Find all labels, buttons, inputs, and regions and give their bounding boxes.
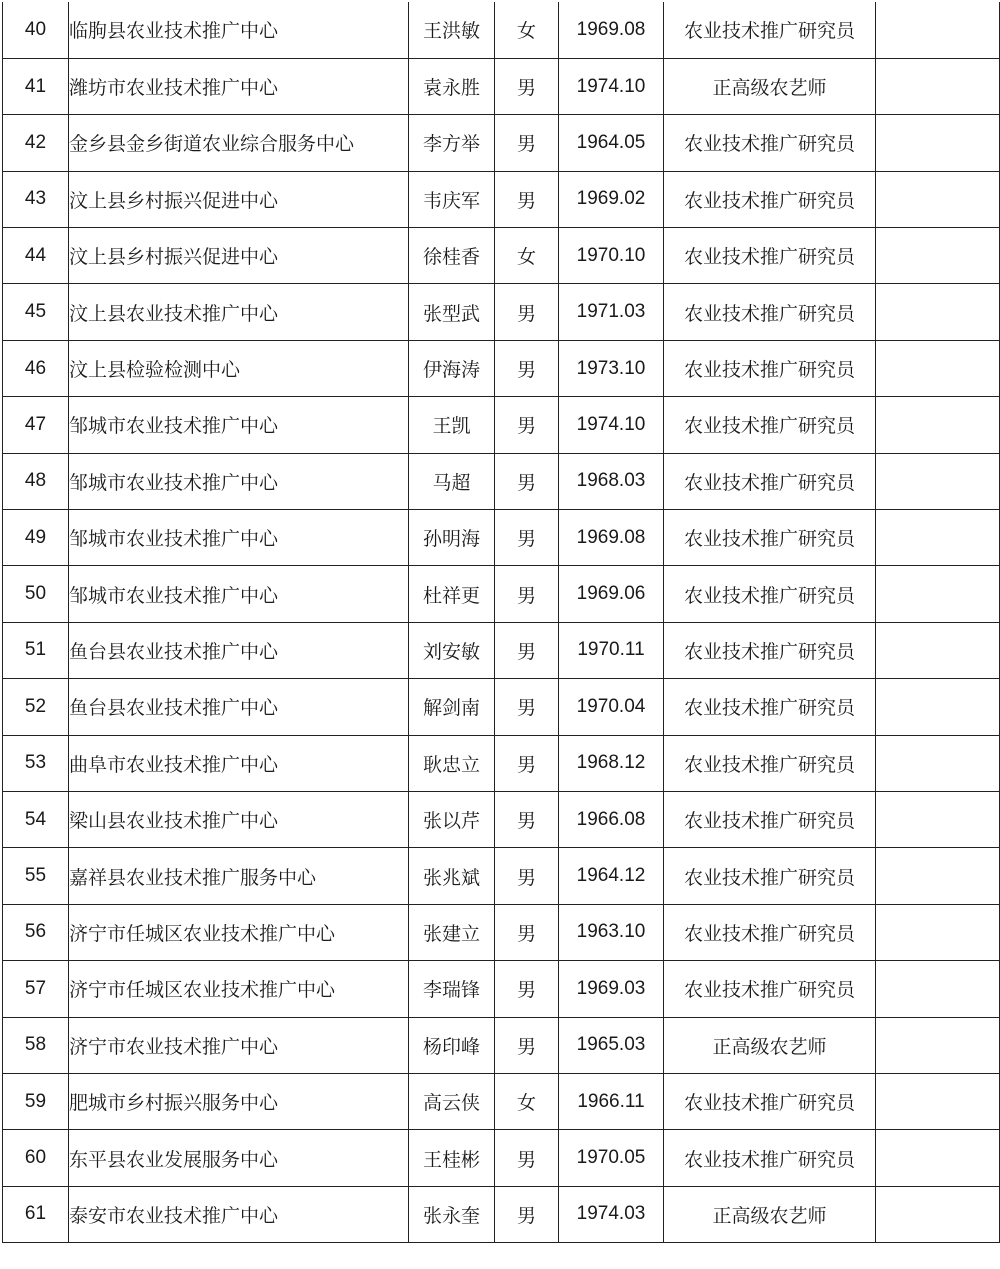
birth-date-cell: 1971.03 <box>559 284 664 340</box>
table-row <box>3 622 1000 678</box>
birth-date-cell: 1966.11 <box>559 1073 664 1129</box>
gender-cell: 男 <box>495 848 559 904</box>
remarks-cell <box>876 2 1000 58</box>
unit-name-cell: 临朐县农业技术推广中心 <box>69 2 409 58</box>
professional-title-cell: 农业技术推广研究员 <box>664 566 876 622</box>
unit-name-cell: 汶上县乡村振兴促进中心 <box>69 228 409 284</box>
person-name-cell: 徐桂香 <box>409 228 495 284</box>
professional-title-cell: 农业技术推广研究员 <box>664 284 876 340</box>
birth-date-cell: 1974.10 <box>559 58 664 114</box>
remarks-cell <box>876 791 1000 847</box>
professional-title-cell: 正高级农艺师 <box>664 58 876 114</box>
table-row <box>3 1130 1000 1186</box>
gender-cell: 男 <box>495 1130 559 1186</box>
table-row <box>3 2 1000 58</box>
table-row <box>3 171 1000 227</box>
professional-title-cell: 农业技术推广研究员 <box>664 397 876 453</box>
remarks-cell <box>876 340 1000 396</box>
birth-date-cell: 1969.08 <box>559 2 664 58</box>
remarks-cell <box>876 1130 1000 1186</box>
serial-number-cell: 59 <box>3 1073 69 1129</box>
professional-title-cell: 农业技术推广研究员 <box>664 791 876 847</box>
table-row <box>3 961 1000 1017</box>
serial-number-cell: 45 <box>3 284 69 340</box>
person-name-cell: 韦庆军 <box>409 171 495 227</box>
birth-date-cell: 1974.03 <box>559 1186 664 1242</box>
person-name-cell: 张以芹 <box>409 791 495 847</box>
serial-number-cell: 54 <box>3 791 69 847</box>
roster-body <box>3 2 1000 1243</box>
professional-title-cell: 农业技术推广研究员 <box>664 961 876 1017</box>
person-name-cell: 袁永胜 <box>409 58 495 114</box>
person-name-cell: 刘安敏 <box>409 622 495 678</box>
person-name-cell: 张型武 <box>409 284 495 340</box>
serial-number-cell: 43 <box>3 171 69 227</box>
birth-date-cell: 1969.02 <box>559 171 664 227</box>
table-row <box>3 1073 1000 1129</box>
unit-name-cell: 汶上县检验检测中心 <box>69 340 409 396</box>
remarks-cell <box>876 171 1000 227</box>
gender-cell: 男 <box>495 1186 559 1242</box>
professional-title-cell: 农业技术推广研究员 <box>664 453 876 509</box>
unit-name-cell: 东平县农业发展服务中心 <box>69 1130 409 1186</box>
gender-cell: 男 <box>495 171 559 227</box>
professional-title-cell: 农业技术推广研究员 <box>664 679 876 735</box>
birth-date-cell: 1970.10 <box>559 228 664 284</box>
serial-number-cell: 47 <box>3 397 69 453</box>
unit-name-cell: 济宁市任城区农业技术推广中心 <box>69 904 409 960</box>
person-name-cell: 杜祥更 <box>409 566 495 622</box>
table-row <box>3 115 1000 171</box>
professional-title-cell: 农业技术推广研究员 <box>664 510 876 566</box>
gender-cell: 男 <box>495 58 559 114</box>
professional-title-cell: 农业技术推广研究员 <box>664 1130 876 1186</box>
serial-number-cell: 57 <box>3 961 69 1017</box>
person-name-cell: 张兆斌 <box>409 848 495 904</box>
person-name-cell: 王凯 <box>409 397 495 453</box>
person-name-cell: 李方举 <box>409 115 495 171</box>
serial-number-cell: 40 <box>3 2 69 58</box>
serial-number-cell: 48 <box>3 453 69 509</box>
serial-number-cell: 46 <box>3 340 69 396</box>
unit-name-cell: 潍坊市农业技术推广中心 <box>69 58 409 114</box>
table-row <box>3 397 1000 453</box>
professional-title-cell: 农业技术推广研究员 <box>664 735 876 791</box>
person-name-cell: 王桂彬 <box>409 1130 495 1186</box>
remarks-cell <box>876 1186 1000 1242</box>
birth-date-cell: 1969.03 <box>559 961 664 1017</box>
person-name-cell: 杨印峰 <box>409 1017 495 1073</box>
table-row <box>3 228 1000 284</box>
remarks-cell <box>876 566 1000 622</box>
remarks-cell <box>876 735 1000 791</box>
gender-cell: 男 <box>495 566 559 622</box>
unit-name-cell: 嘉祥县农业技术推广服务中心 <box>69 848 409 904</box>
unit-name-cell: 邹城市农业技术推广中心 <box>69 566 409 622</box>
remarks-cell <box>876 904 1000 960</box>
professional-title-cell: 农业技术推广研究员 <box>664 340 876 396</box>
unit-name-cell: 汶上县乡村振兴促进中心 <box>69 171 409 227</box>
gender-cell: 男 <box>495 791 559 847</box>
unit-name-cell: 济宁市任城区农业技术推广中心 <box>69 961 409 1017</box>
person-name-cell: 张永奎 <box>409 1186 495 1242</box>
professional-title-cell: 正高级农艺师 <box>664 1017 876 1073</box>
professional-title-cell: 农业技术推广研究员 <box>664 622 876 678</box>
unit-name-cell: 济宁市农业技术推广中心 <box>69 1017 409 1073</box>
unit-name-cell: 邹城市农业技术推广中心 <box>69 453 409 509</box>
gender-cell: 男 <box>495 115 559 171</box>
serial-number-cell: 58 <box>3 1017 69 1073</box>
table-row <box>3 58 1000 114</box>
serial-number-cell: 61 <box>3 1186 69 1242</box>
remarks-cell <box>876 622 1000 678</box>
birth-date-cell: 1970.05 <box>559 1130 664 1186</box>
roster-table <box>2 2 1000 1243</box>
unit-name-cell: 邹城市农业技术推广中心 <box>69 510 409 566</box>
unit-name-cell: 邹城市农业技术推广中心 <box>69 397 409 453</box>
professional-title-cell: 农业技术推广研究员 <box>664 171 876 227</box>
professional-title-cell: 农业技术推广研究员 <box>664 1073 876 1129</box>
table-row <box>3 735 1000 791</box>
remarks-cell <box>876 1017 1000 1073</box>
serial-number-cell: 56 <box>3 904 69 960</box>
person-name-cell: 李瑞锋 <box>409 961 495 1017</box>
unit-name-cell: 鱼台县农业技术推广中心 <box>69 622 409 678</box>
person-name-cell: 马超 <box>409 453 495 509</box>
remarks-cell <box>876 115 1000 171</box>
table-row <box>3 284 1000 340</box>
table-row <box>3 791 1000 847</box>
table-row <box>3 1186 1000 1242</box>
unit-name-cell: 汶上县农业技术推广中心 <box>69 284 409 340</box>
unit-name-cell: 肥城市乡村振兴服务中心 <box>69 1073 409 1129</box>
person-name-cell: 张建立 <box>409 904 495 960</box>
professional-title-cell: 正高级农艺师 <box>664 1186 876 1242</box>
gender-cell: 男 <box>495 1017 559 1073</box>
table-row <box>3 679 1000 735</box>
person-name-cell: 王洪敏 <box>409 2 495 58</box>
table-row <box>3 904 1000 960</box>
remarks-cell <box>876 453 1000 509</box>
serial-number-cell: 60 <box>3 1130 69 1186</box>
unit-name-cell: 梁山县农业技术推广中心 <box>69 791 409 847</box>
gender-cell: 女 <box>495 1073 559 1129</box>
birth-date-cell: 1970.04 <box>559 679 664 735</box>
person-name-cell: 高云侠 <box>409 1073 495 1129</box>
remarks-cell <box>876 1073 1000 1129</box>
remarks-cell <box>876 848 1000 904</box>
table-row <box>3 340 1000 396</box>
birth-date-cell: 1968.03 <box>559 453 664 509</box>
gender-cell: 男 <box>495 284 559 340</box>
gender-cell: 男 <box>495 735 559 791</box>
gender-cell: 男 <box>495 510 559 566</box>
remarks-cell <box>876 284 1000 340</box>
serial-number-cell: 41 <box>3 58 69 114</box>
birth-date-cell: 1963.10 <box>559 904 664 960</box>
person-name-cell: 伊海涛 <box>409 340 495 396</box>
person-name-cell: 解剑南 <box>409 679 495 735</box>
gender-cell: 男 <box>495 904 559 960</box>
remarks-cell <box>876 397 1000 453</box>
professional-title-cell: 农业技术推广研究员 <box>664 2 876 58</box>
gender-cell: 女 <box>495 228 559 284</box>
remarks-cell <box>876 961 1000 1017</box>
gender-cell: 男 <box>495 961 559 1017</box>
gender-cell: 男 <box>495 679 559 735</box>
unit-name-cell: 鱼台县农业技术推广中心 <box>69 679 409 735</box>
table-row <box>3 848 1000 904</box>
gender-cell: 男 <box>495 397 559 453</box>
table-row <box>3 1017 1000 1073</box>
professional-title-cell: 农业技术推广研究员 <box>664 848 876 904</box>
serial-number-cell: 49 <box>3 510 69 566</box>
serial-number-cell: 52 <box>3 679 69 735</box>
birth-date-cell: 1973.10 <box>559 340 664 396</box>
professional-title-cell: 农业技术推广研究员 <box>664 904 876 960</box>
table-row <box>3 510 1000 566</box>
birth-date-cell: 1964.05 <box>559 115 664 171</box>
remarks-cell <box>876 679 1000 735</box>
remarks-cell <box>876 228 1000 284</box>
gender-cell: 男 <box>495 453 559 509</box>
birth-date-cell: 1964.12 <box>559 848 664 904</box>
serial-number-cell: 51 <box>3 622 69 678</box>
professional-title-cell: 农业技术推广研究员 <box>664 228 876 284</box>
gender-cell: 男 <box>495 622 559 678</box>
birth-date-cell: 1965.03 <box>559 1017 664 1073</box>
serial-number-cell: 44 <box>3 228 69 284</box>
serial-number-cell: 42 <box>3 115 69 171</box>
unit-name-cell: 金乡县金乡街道农业综合服务中心 <box>69 115 409 171</box>
birth-date-cell: 1969.08 <box>559 510 664 566</box>
serial-number-cell: 55 <box>3 848 69 904</box>
table-row <box>3 566 1000 622</box>
gender-cell: 男 <box>495 340 559 396</box>
birth-date-cell: 1970.11 <box>559 622 664 678</box>
serial-number-cell: 50 <box>3 566 69 622</box>
birth-date-cell: 1968.12 <box>559 735 664 791</box>
birth-date-cell: 1969.06 <box>559 566 664 622</box>
birth-date-cell: 1966.08 <box>559 791 664 847</box>
birth-date-cell: 1974.10 <box>559 397 664 453</box>
table-row <box>3 453 1000 509</box>
serial-number-cell: 53 <box>3 735 69 791</box>
remarks-cell <box>876 510 1000 566</box>
unit-name-cell: 泰安市农业技术推广中心 <box>69 1186 409 1242</box>
person-name-cell: 耿忠立 <box>409 735 495 791</box>
remarks-cell <box>876 58 1000 114</box>
unit-name-cell: 曲阜市农业技术推广中心 <box>69 735 409 791</box>
gender-cell: 女 <box>495 2 559 58</box>
professional-title-cell: 农业技术推广研究员 <box>664 115 876 171</box>
person-name-cell: 孙明海 <box>409 510 495 566</box>
